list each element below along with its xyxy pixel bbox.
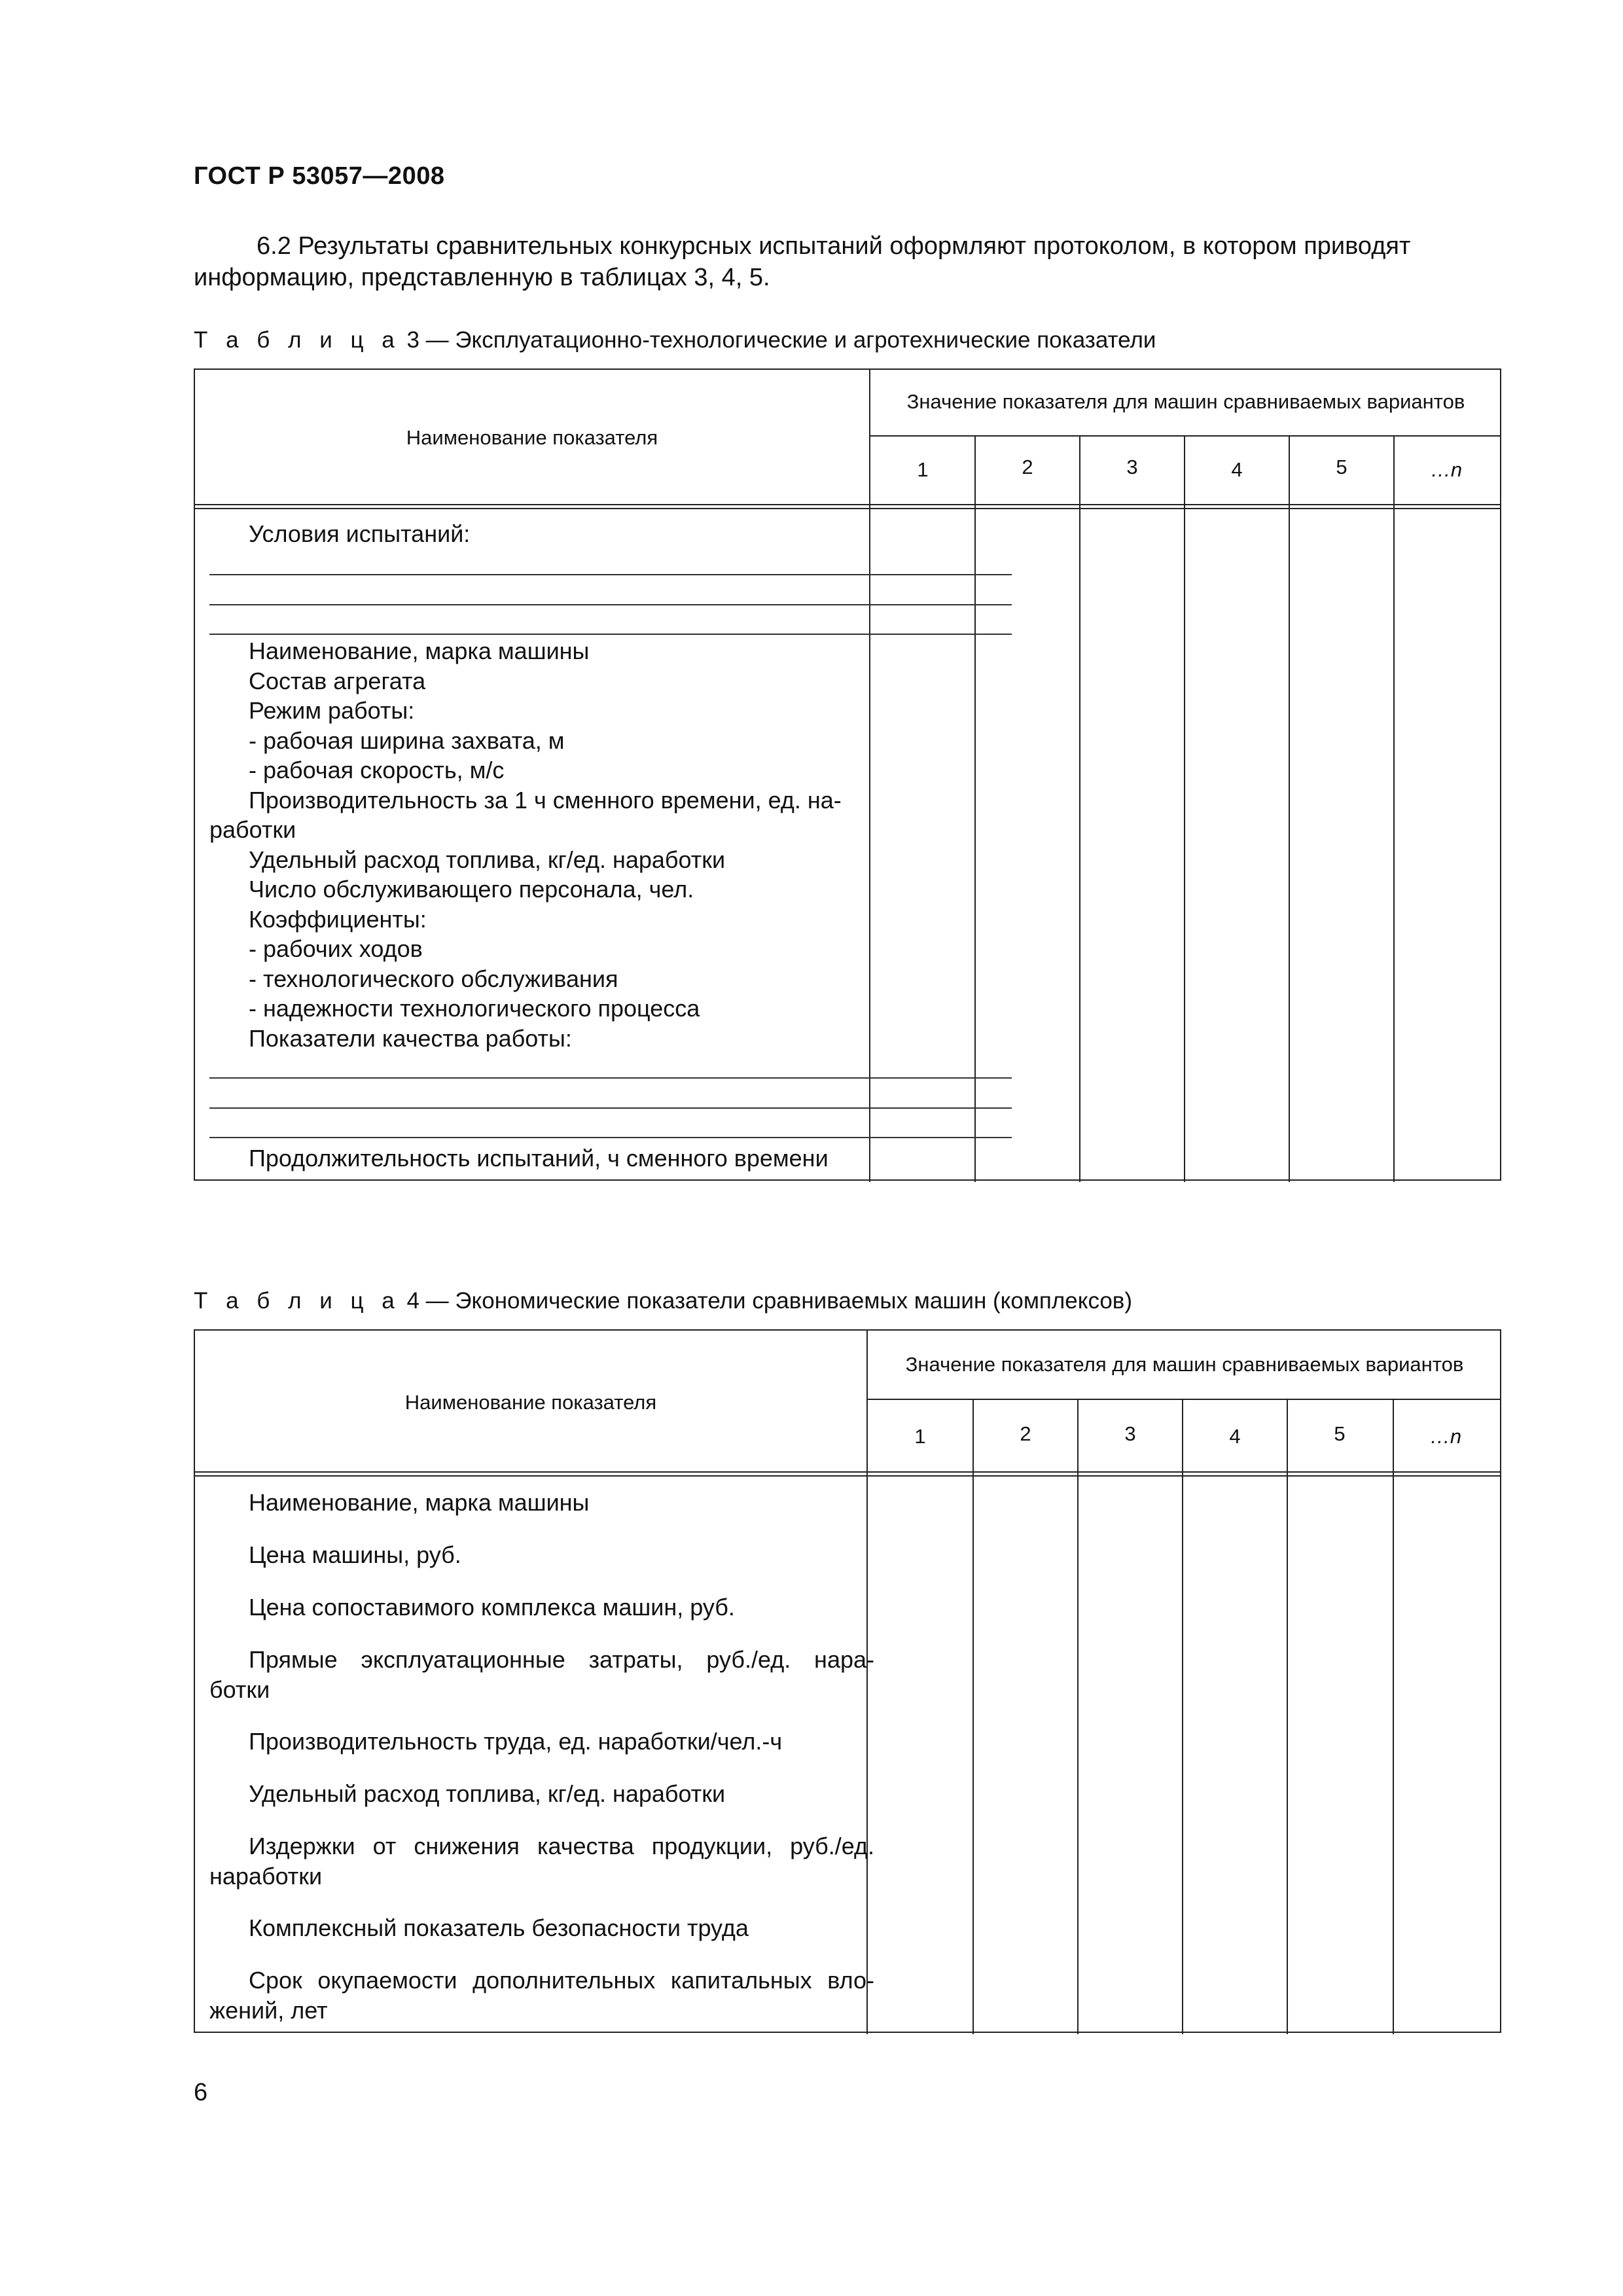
table3-caption <box>194 326 1156 355</box>
table3-col-4: 4 <box>1231 458 1243 481</box>
table4-value-header: Значение показателя для машин сравниваемых вариантов <box>905 1353 1464 1376</box>
paragraph-number: 6.2 <box>257 232 291 260</box>
table3-value-header: Значение показателя для машин сравниваемых вариантов <box>906 390 1465 413</box>
table3-row-working-passes: - рабочих ходов <box>249 935 423 962</box>
table4-col-2: 2 <box>1020 1422 1031 1445</box>
table4-row-labour-productivity: Производительность труда, ед. наработки/чел.-ч <box>249 1728 783 1755</box>
table3-col-5: 5 <box>1336 456 1347 478</box>
table4-col-3: 3 <box>1124 1422 1136 1445</box>
table3-row-working-width: - рабочая ширина захвата, м <box>249 726 565 754</box>
table3-caption-label: Т а б л и ц а <box>194 327 401 353</box>
table4-name-header: Наименование показателя <box>404 1391 657 1414</box>
table3-row-coefficients: Коэффициенты: <box>249 905 427 933</box>
table4-row-fuel-consumption: Удельный расход топлива, кг/ед. наработки <box>249 1780 726 1807</box>
table3-blank-line <box>209 574 1012 575</box>
table3-blank-line <box>209 1077 1012 1079</box>
table4-row-quality-losses: Издержки от снижения качества продукции, руб./ед. наработки <box>209 1833 874 1890</box>
table3-row-reliability: - надежности технологического процесса <box>249 995 700 1022</box>
table3-blank-line <box>209 604 1012 605</box>
table4-row-payback-period: Срок окупаемости дополнительных капитальных вло- жений, лет <box>209 1967 874 2024</box>
table4-row-direct-costs: Прямые эксплуатационные затраты, руб./ед. нара- ботки <box>209 1646 874 1703</box>
table3-row-operating-mode: Режим работы: <box>249 697 415 724</box>
table3-col-2: 2 <box>1022 456 1033 478</box>
table3-blank-line <box>209 634 1012 635</box>
document-header: ГОСТ Р 53057—2008 <box>194 162 445 190</box>
page-number: 6 <box>194 2079 208 2106</box>
paragraph-text: Результаты сравнительных конкурсных испытаний оформляют протоколом, в котором приводят информацию, представленную в таблицах 3, 4, 5. <box>194 232 1411 291</box>
table3-blank-line <box>209 1107 1012 1109</box>
table3-row-working-speed: - рабочая скорость, м/с <box>249 757 505 783</box>
table4-row-machine-name: Наименование, марка машины <box>249 1489 590 1516</box>
table4-row-safety-index: Комплексный показатель безопасности труда <box>249 1914 749 1941</box>
table4-row-machine-price: Цена машины, руб. <box>249 1541 461 1568</box>
table4-row-complex-price: Цена сопоставимого комплекса машин, руб. <box>249 1594 735 1621</box>
table3-row-quality: Показатели качества работы: <box>249 1024 572 1052</box>
table3-name-header: Наименование показателя <box>406 426 658 449</box>
table3-row-productivity-cont: работки <box>209 816 296 843</box>
table3-col-3: 3 <box>1126 456 1138 478</box>
table3 <box>194 368 1501 1181</box>
table3-row-conditions: Условия испытаний: <box>249 520 471 547</box>
table4 <box>194 1329 1501 2033</box>
table3-row-fuel-consumption: Удельный расход топлива, кг/ед. наработки <box>249 846 726 873</box>
table3-row-staff-count: Число обслуживающего персонала, чел. <box>249 876 694 903</box>
table3-col-1: 1 <box>917 458 929 481</box>
table3-blank-line <box>209 1137 1012 1138</box>
table3-row-list <box>209 636 874 1053</box>
table3-row-productivity: Производительность за 1 ч сменного времени, ед. на- <box>249 786 842 814</box>
table4-col-n: …n <box>1429 1425 1462 1448</box>
table4-caption-title: 4 — Экономические показатели сравниваемых машин (комплексов) <box>406 1288 1133 1314</box>
table3-row-unit-composition: Состав агрегата <box>249 667 426 694</box>
table3-row-duration: Продолжительность испытаний, ч сменного времени <box>249 1145 829 1172</box>
table3-row-tech-service: - технологического обслуживания <box>249 965 618 992</box>
table4-col-5: 5 <box>1334 1422 1346 1445</box>
table3-row-machine-name: Наименование, марка машины <box>249 637 590 664</box>
table3-caption-title: 3 — Эксплуатационно-технологические и агротехнические показатели <box>406 327 1156 353</box>
table4-col-1: 1 <box>914 1425 926 1448</box>
table3-col-n: …n <box>1430 458 1463 481</box>
paragraph-6-2 <box>194 230 1501 293</box>
table4-caption <box>194 1287 1132 1316</box>
table4-caption-label: Т а б л и ц а <box>194 1288 401 1314</box>
table4-col-4: 4 <box>1229 1425 1241 1448</box>
